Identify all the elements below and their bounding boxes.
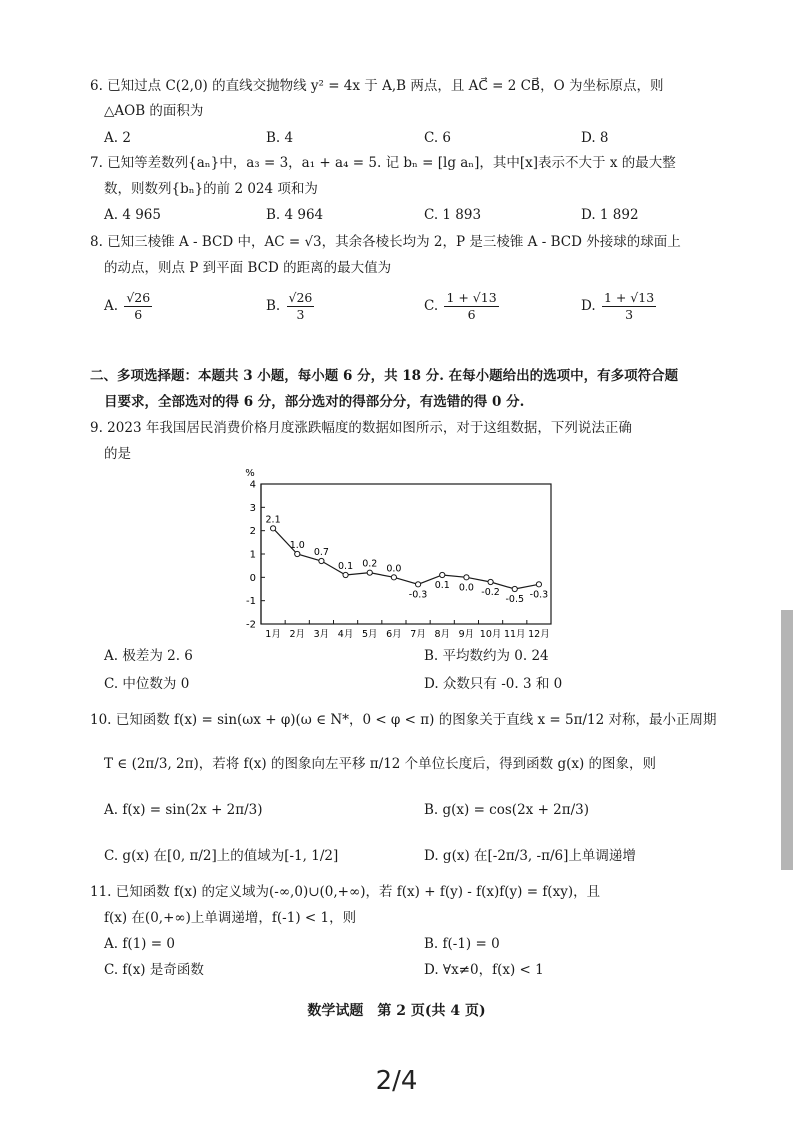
q6-stem-line2: △AOB 的面积为	[104, 103, 204, 119]
q8-option-d	[581, 290, 656, 323]
data-label: 0.7	[313, 547, 329, 558]
q10-option-d: D. g(x) 在[-2π/3, -π/6]上单调递增	[424, 848, 636, 864]
section2-heading-line1: 二、多项选择题：本题共 3 小题，每小题 6 分，共 18 分. 在每小题给出的选项中，有多项符合题	[90, 368, 679, 384]
x-tick-label: 7月	[410, 629, 426, 640]
x-tick-label: 4月	[337, 629, 354, 640]
data-point	[512, 586, 517, 591]
x-tick-label: 11月	[503, 629, 526, 640]
q8-option-d-denominator: 3	[625, 307, 634, 322]
q6-option-c: C. 6	[424, 130, 452, 146]
x-tick-label: 10月	[479, 629, 502, 640]
q8-option-c-label: C.	[424, 298, 439, 314]
q6-option-d: D. 8	[581, 130, 609, 146]
x-tick-label: 9月	[458, 629, 475, 640]
data-point	[536, 582, 541, 587]
data-point	[440, 572, 445, 577]
q8-stem-line1: 8. 已知三棱锥 A - BCD 中，AC = √3，其余各棱长均为 2，P 是三棱锥 A - BCD 外接球的球面上	[90, 234, 681, 250]
data-point	[367, 570, 372, 575]
q7-option-b: B. 4 964	[266, 207, 324, 223]
q9-stem-line2: 的是	[104, 446, 131, 462]
data-point	[270, 526, 275, 531]
q8-option-a-denominator: 6	[134, 307, 143, 322]
q8-option-d-label: D.	[581, 298, 596, 314]
y-tick-label: 4	[249, 479, 256, 491]
q9-option-a: A. 极差为 2. 6	[104, 648, 193, 664]
data-point	[343, 572, 348, 577]
data-label: 0.1	[338, 561, 354, 572]
q8-option-b	[266, 290, 314, 323]
data-label: 0.1	[434, 580, 450, 591]
scan-edge-shadow	[781, 610, 793, 870]
q7-option-c: C. 1 893	[424, 207, 482, 223]
q11-stem-line2: f(x) 在(0,+∞)上单调递增，f(-1) < 1，则	[104, 910, 357, 926]
q11-option-c: C. f(x) 是奇函数	[104, 962, 204, 978]
q8-option-c-numerator: 1 + √13	[446, 290, 497, 305]
data-point	[488, 579, 493, 584]
x-tick-label: 5月	[361, 629, 378, 640]
data-label: 0.0	[458, 582, 474, 594]
q10-option-b: B. g(x) = cos(2x + 2π/3)	[424, 802, 590, 818]
q9-option-c: C. 中位数为 0	[104, 676, 190, 692]
q8-option-a	[104, 290, 152, 323]
q6-stem-line1: 6. 已知过点 C(2,0) 的直线交抛物线 y² = 4x 于 A,B 两点，且 AC⃗ = 2 CB⃗，O 为坐标原点，则	[90, 78, 664, 94]
x-tick-label: 2月	[289, 629, 306, 640]
q8-option-b-label: B.	[266, 298, 281, 314]
q11-stem-line1: 11. 已知函数 f(x) 的定义域为(-∞,0)∪(0,+∞)，若 f(x) + f(y) - f(x)f(y) = f(xy)，且	[90, 884, 601, 900]
y-tick-label: 0	[249, 572, 256, 584]
series-line	[273, 528, 539, 589]
page-footer: 数学试题 第 2 页(共 4 页)	[307, 1003, 486, 1019]
q11-option-b: B. f(-1) = 0	[424, 936, 500, 952]
x-tick-label: 12月	[528, 629, 550, 640]
data-label: 0.0	[386, 563, 402, 575]
q10-option-c: C. g(x) 在[0, π/2]上的值域为[-1, 1/2]	[104, 848, 339, 864]
q6-option-b: B. 4	[266, 130, 294, 146]
q7-stem-line1: 7. 已知等差数列{aₙ}中，a₃ = 3，a₁ + a₄ = 5. 记 bₙ = [lg aₙ]，其中[x]表示不大于 x 的最大整	[90, 155, 676, 171]
data-point	[319, 558, 324, 563]
q11-option-d: D. ∀x≠0，f(x) < 1	[424, 962, 544, 978]
page-number-indicator: 2/4	[375, 1066, 418, 1096]
y-tick-label: 1	[249, 549, 256, 561]
q6-option-a: A. 2	[104, 130, 131, 146]
data-point	[415, 582, 420, 587]
y-tick-label: -2	[246, 619, 256, 631]
x-tick-label: 6月	[386, 629, 402, 640]
q8-stem-line2: 的动点，则点 P 到平面 BCD 的距离的最大值为	[104, 260, 392, 276]
q9-option-d: D. 众数只有 -0. 3 和 0	[424, 676, 563, 692]
q8-option-c	[424, 290, 499, 323]
data-label: -0.5	[505, 594, 525, 605]
q10-option-a: A. f(x) = sin(2x + 2π/3)	[104, 802, 263, 818]
q7-stem-line2: 数，则数列{bₙ}的前 2 024 项和为	[104, 181, 318, 197]
q8-option-c-denominator: 6	[467, 307, 476, 322]
data-point	[391, 575, 396, 580]
q10-stem-line1: 10. 已知函数 f(x) = sin(ωx + φ)(ω ∈ N*，0 < φ < π) 的图象关于直线 x = 5π/12 对称，最小正周期	[90, 712, 717, 728]
y-axis-unit-label: %	[245, 468, 255, 479]
x-tick-label: 1月	[265, 629, 281, 640]
data-label: 2.1	[265, 514, 281, 526]
data-label: 0.2	[362, 558, 378, 570]
y-tick-label: 3	[249, 502, 256, 514]
q8-option-b-numerator: √26	[288, 290, 313, 305]
data-point	[295, 551, 300, 556]
q8-option-a-label: A.	[104, 298, 119, 314]
x-tick-label: 8月	[434, 629, 451, 640]
section2-heading-line2: 目要求，全部选对的得 6 分，部分选对的得部分分，有选错的得 0 分.	[104, 394, 525, 410]
data-label: -0.3	[529, 589, 549, 601]
data-label: -0.3	[408, 589, 428, 601]
y-tick-label: -1	[246, 596, 256, 608]
data-point	[464, 575, 469, 580]
q9-option-b: B. 平均数约为 0. 24	[424, 648, 549, 664]
q9-stem-line1: 9. 2023 年我国居民消费价格月度涨跌幅度的数据如图所示，对于这组数据，下列说法正确	[90, 420, 632, 436]
q8-option-b-denominator: 3	[296, 307, 305, 322]
q10-stem-line2: T ∈ (2π/3, 2π)，若将 f(x) 的图象向左平移 π/12 个单位长度后，得到函数 g(x) 的图象，则	[104, 756, 657, 772]
x-tick-label: 3月	[313, 629, 330, 640]
q11-option-a: A. f(1) = 0	[104, 936, 175, 952]
q7-option-d: D. 1 892	[581, 207, 639, 223]
data-label: 1.0	[289, 540, 305, 551]
cpi-monthly-chart	[236, 462, 566, 642]
q8-option-d-numerator: 1 + √13	[603, 290, 655, 305]
q8-option-a-numerator: √26	[126, 290, 151, 305]
q7-option-a: A. 4 965	[104, 207, 161, 223]
data-label: -0.2	[481, 587, 500, 598]
y-tick-label: 2	[249, 526, 256, 538]
